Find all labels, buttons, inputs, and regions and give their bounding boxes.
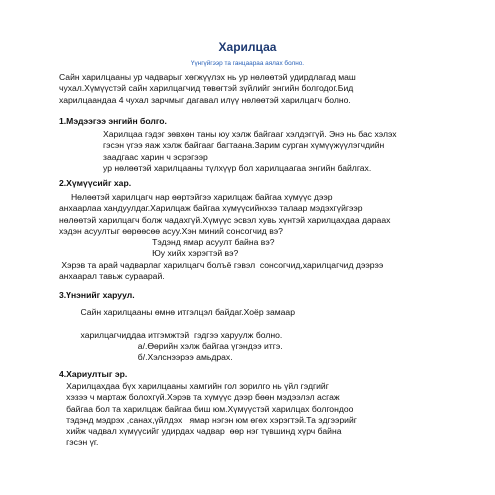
section-heading-2: 2.Хүмүүсийг хар. bbox=[59, 178, 132, 188]
document-subtitle: Үүнгүйгээр та ганцаараа аялах болно. bbox=[190, 60, 305, 67]
section-text-3: Сайн харилцааны өмнө итгэлцэл байдаг.Хоёр замаар харилцагчиддаа итгэмжтэй гэдгээ харуулж болно. а/.Өөрийн хэлж байгаа үгэндээ итгэ. б/.Хэлснээрээ амьдрах. bbox=[80, 307, 295, 363]
section-heading-3: 3.Үнэнийг харуул. bbox=[59, 290, 135, 300]
section-heading-1: 1.Мэдээгээ энгийн болго. bbox=[59, 116, 167, 126]
section-text-4: Харилцахдаа бүх харилцааны хамгийн гол зорилго нь үйл гэдгийг хэзээ ч мартаж болохгүй.Хэрэв та хүмүүс дээр бөөн мэдээлэл асгаж байгаа бол та харилцаж байгаа биш юм.Хүмүүстэй харилцах болгондоо тэдэнд мэдрэх ,санах,үйлдэх ямар нэгэн юм өгөх хэрэгтэй.Та эдгээрийг хийж чадвал хүмүүсийг удирдах чадвар өөр нэг түвшинд хүрч байна гэсэн үг. bbox=[66, 381, 357, 448]
intro-paragraph: Сайн харилцааны ур чадварыг хөгжүүлэх нь ур нөлөөтэй удирдлагад маш чухал.Хүмүүстэй сайн харилцагчид төвөгтэй зүйлийг энгийн болгодог.Бид харилцаандаа 4 чухал зарчмыг дагавал илүү нөлөөтэй харилцагч болно. bbox=[59, 72, 356, 105]
section-text-1: Харилцаа гэдэг зөвхөн таны юу хэлж байгааг хэлдэггүй. Энэ нь бас хэлэх гэсэн үгээ яаж хэлж байгааг багтаана.Зарим сурган хүмүүжүүлэгчдийн заадгаас харин ч эсрэгээр ур нөлөөтэй харилцааны түлхүүр бол харилцаагаа энгийн байлгах. bbox=[103, 129, 397, 173]
section-text-2: Нөлөөтэй харилцагч нар өөртэйгээ харилцаж байгаа хүмүүс дээр анхаарлаа хандуулдаг.Харилцаж байгаа хүмүүсийнхээ талаар мэдэхгүйгээр нөлөөтэй харилцагч болж чадахгүй.Хүмүүс эсвэл хувь хүнтэй харилцахдаа дараах хэдэн асуултыг өөрөөсөө асуу.Хэн миний сонсогчид вэ? Тэдэнд ямар асуулт байна вэ? Юу хийх хэрэгтэй вэ? Хэрэв та арай чадварлаг харилцагч болъё гэвэл сонсогчид,харилцагчид дээрээ анхаарал тавьж сураарай. bbox=[59, 192, 391, 282]
section-heading-4: 4.Хариултыг эр. bbox=[59, 369, 128, 379]
document-title: Харилцаа bbox=[218, 40, 277, 54]
